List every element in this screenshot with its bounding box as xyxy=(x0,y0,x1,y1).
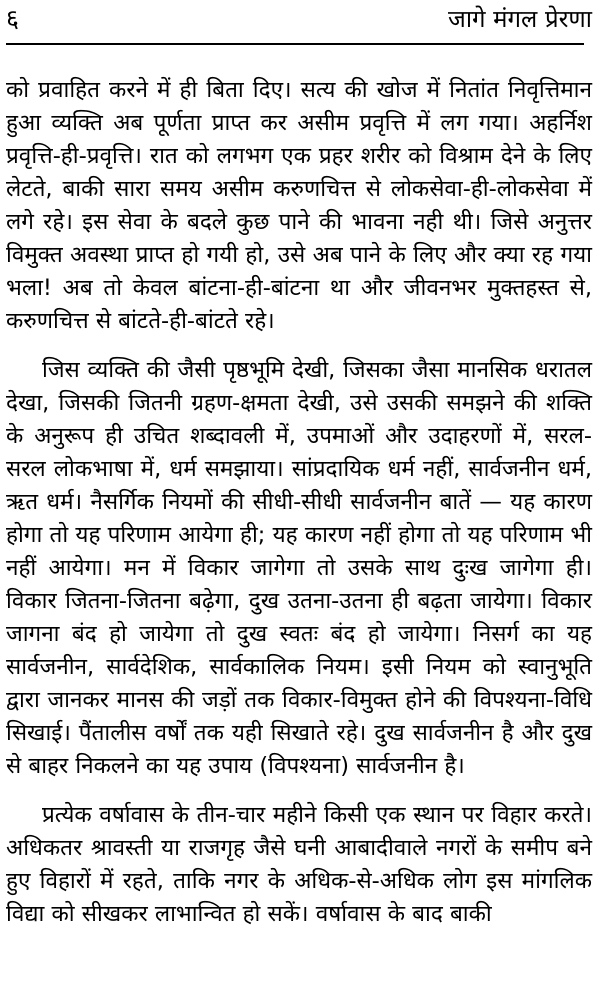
paragraph-2: जिस व्यक्ति की जैसी पृष्ठभूमि देखी, जिसका जैसा मानसिक धरातल देखा, जिसकी जितनी ग्रहण-क्षमता देखी, उसे उसकी समझने की शक्ति के अनुरूप ही उचित शब्दावली में, उपमाओं और उदाहरणों में, सरल-सरल लोकभाषा में, धर्म समझाया। सांप्रदायिक धर्म नहीं, सार्वजनीन धर्म, ऋत धर्म। नैसर्गिक नियमों की सीधी-सीधी सार्वजनीन बातें — यह कारण होगा तो यह परिणाम आयेगा ही; यह कारण नहीं होगा तो यह परिणाम भी नहीं आयेगा। मन में विकार जागेगा तो उसके साथ दुःख जागेगा ही। विकार जितना-जितना बढ़ेगा, दुख उतना-उतना ही बढ़ता जायेगा। विकार जागना बंद हो जायेगा तो दुख स्वतः बंद हो जायेगा। निसर्ग का यह सार्वजनीन, सार्वदेशिक, सार्वकालिक नियम। इसी नियम को स्वानुभूति द्वारा जानकर मानस की जड़ों तक विकार-विमुक्त होने की विपश्यना-विधि सिखाई। पैंतालीस वर्षों तक यही सिखाते रहे। दुख सार्वजनीन है और दुख से बाहर निकलने का यह उपाय (विपश्यना) सार्वजनीन है। xyxy=(6,357,592,779)
header-rule xyxy=(6,43,584,45)
paragraph-3: प्रत्येक वर्षावास के तीन-चार महीने किसी एक स्थान पर विहार करते। अधिकतर श्रावस्ती या राजगृह जैसे घनी आबादीवाले नगरों के समीप बने हुए विहारों में रहते, ताकि नगर के अधिक-से-अधिक लोग इस मांगलिक विद्या को सीखकर लाभान्वित हो सकें। वर्षावास के बाद बाकी xyxy=(6,802,592,927)
running-title: जागे मंगल प्रेरणा xyxy=(448,5,592,33)
page-header xyxy=(6,2,592,42)
body-text xyxy=(6,74,592,931)
page-number: ६ xyxy=(6,4,20,33)
paragraph-1: को प्रवाहित करने में ही बिता दिए। सत्य की खोज में नितांत निवृत्तिमान हुआ व्यक्ति अब पूर्णता प्राप्त कर असीम प्रवृत्ति में लग गया। अहर्निश प्रवृत्ति-ही-प्रवृत्ति। रात को लगभग एक प्रहर शरीर को विश्राम देने के लिए लेटते, बाकी सारा समय असीम करुणचित्त से लोकसेवा-ही-लोकसेवा में लगे रहे। इस सेवा के बदले कुछ पाने की भावना नही थी। जिसे अनुत्तर विमुक्त अवस्था प्राप्त हो गयी हो, उसे अब पाने के लिए और क्या रह गया भला! अब तो केवल बांटना-ही-बांटना था और जीवनभर मुक्तहस्त से, करुणचित्त से बांटते-ही-बांटते रहे। xyxy=(6,77,592,334)
